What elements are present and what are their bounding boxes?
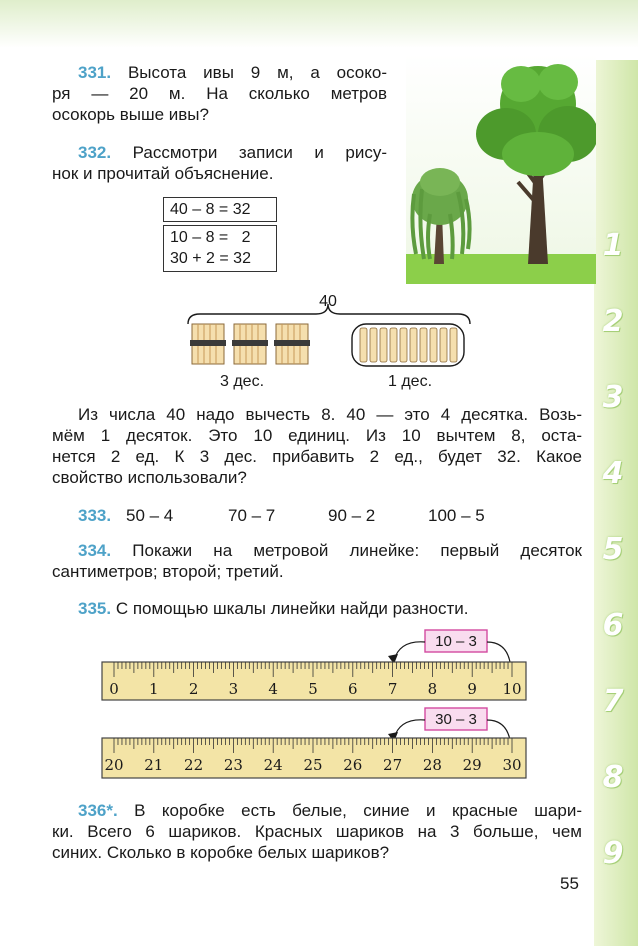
side-number-8: 8 bbox=[602, 760, 624, 795]
equation-main: 40 – 8 = 32 bbox=[170, 201, 251, 218]
stick bbox=[420, 328, 427, 362]
bundle-1 bbox=[190, 324, 226, 364]
equation-box-main bbox=[163, 197, 277, 222]
stick bbox=[390, 328, 397, 362]
equation-box-steps bbox=[163, 225, 277, 272]
ruler-1-label: 10 – 3 bbox=[435, 633, 477, 650]
equation-step-1: 10 – 8 = 2 bbox=[170, 229, 251, 246]
page-number: 55 bbox=[560, 874, 579, 893]
ruler-number: 10 bbox=[502, 680, 522, 698]
ruler-number: 2 bbox=[188, 680, 199, 698]
ruler-number: 3 bbox=[228, 680, 239, 698]
ruler-number: 4 bbox=[268, 680, 278, 698]
task-335 bbox=[52, 598, 582, 619]
side-number-1: 1 bbox=[602, 228, 624, 263]
trees-illustration bbox=[406, 54, 596, 284]
ruler-1-arc-right bbox=[487, 642, 510, 662]
tens-sticks-figure bbox=[180, 290, 480, 392]
ruler-number: 0 bbox=[109, 680, 119, 698]
ruler-1-arc-left bbox=[394, 642, 425, 660]
sticks-label: 1 дес. bbox=[387, 373, 433, 390]
ruler-number: 6 bbox=[348, 680, 358, 698]
task-331-line1 bbox=[52, 62, 387, 83]
task-331-text3: осокорь выше ивы? bbox=[52, 105, 209, 124]
task-332-text1: Рассмотри записи и рису- bbox=[132, 143, 387, 162]
task-336-number: 336*. bbox=[78, 801, 118, 820]
side-number-5: 5 bbox=[602, 532, 624, 567]
task-334 bbox=[52, 540, 582, 582]
ruler-number: 24 bbox=[263, 756, 283, 774]
bundles-label: 3 дес. bbox=[219, 373, 265, 390]
side-number-9: 9 bbox=[602, 836, 624, 871]
task-332-text2: нок и прочитай объяснение. bbox=[52, 164, 274, 183]
ruler-number: 30 bbox=[502, 756, 522, 774]
explanation-line-3: нется 2 ед. К 3 дес. прибавить 2 ед., будет 32. Какое bbox=[52, 447, 582, 466]
task-334-line1 bbox=[52, 540, 582, 561]
stick bbox=[400, 328, 407, 362]
task-336 bbox=[52, 800, 582, 863]
task-334-text2: сантиметров; второй; третий. bbox=[52, 562, 284, 581]
task-334-number: 334. bbox=[78, 541, 112, 560]
chapter-strip bbox=[594, 60, 638, 946]
side-number-7: 7 bbox=[602, 684, 624, 719]
ruler-number: 20 bbox=[104, 756, 124, 774]
page-header-band bbox=[0, 0, 638, 48]
expression-1: 50 – 4 bbox=[126, 506, 174, 525]
expression-3: 90 – 2 bbox=[328, 506, 376, 525]
ruler-number: 9 bbox=[467, 680, 477, 698]
task-332 bbox=[52, 142, 387, 184]
task-333-number: 333. bbox=[78, 506, 112, 525]
stick bbox=[410, 328, 417, 362]
explanation-line-1 bbox=[52, 404, 582, 425]
side-number-6: 6 bbox=[602, 608, 624, 643]
ruler-number: 5 bbox=[308, 680, 318, 698]
ruler-2-label: 30 – 3 bbox=[435, 711, 477, 728]
ruler-number: 21 bbox=[144, 756, 164, 774]
ruler-number: 29 bbox=[462, 756, 482, 774]
loose-sticks bbox=[360, 328, 457, 362]
task-335-number: 335. bbox=[78, 599, 112, 618]
stick bbox=[450, 328, 457, 362]
willow-tree bbox=[412, 168, 470, 264]
stick bbox=[430, 328, 437, 362]
task-331 bbox=[52, 62, 387, 125]
bundle-3 bbox=[274, 324, 310, 364]
explanation-line-4: свойство использовали? bbox=[52, 468, 247, 487]
ruler-2 bbox=[100, 704, 530, 782]
expression-4: 100 – 5 bbox=[428, 506, 485, 525]
task-332-line1 bbox=[52, 142, 387, 163]
ruler-number: 26 bbox=[343, 756, 363, 774]
ruler-number: 25 bbox=[303, 756, 323, 774]
ruler-number: 23 bbox=[223, 756, 243, 774]
side-number-3: 3 bbox=[602, 380, 624, 415]
bundle-2 bbox=[232, 324, 268, 364]
task-332-explanation bbox=[52, 404, 582, 488]
ruler-number: 28 bbox=[422, 756, 442, 774]
stick bbox=[360, 328, 367, 362]
task-332-number: 332. bbox=[78, 143, 112, 162]
explanation-line-2: мём 1 десяток. Это 10 единиц. Из 10 вычтем 8, оста- bbox=[52, 426, 582, 445]
ruler-1 bbox=[100, 626, 530, 704]
explanation-text-1: Из числа 40 надо вычесть 8. 40 — это 4 десятка. Возь- bbox=[78, 405, 582, 424]
equation-step-2: 30 + 2 = 32 bbox=[170, 250, 251, 267]
expression-2: 70 – 7 bbox=[228, 506, 276, 525]
stick bbox=[440, 328, 447, 362]
ruler-number: 7 bbox=[387, 680, 398, 698]
stick bbox=[370, 328, 377, 362]
ruler-2-arc-left bbox=[394, 720, 425, 738]
ruler-number: 27 bbox=[383, 756, 403, 774]
ruler-number: 1 bbox=[149, 680, 159, 698]
task-336-text3: синих. Сколько в коробке белых шариков? bbox=[52, 843, 390, 862]
side-number-2: 2 bbox=[602, 304, 624, 339]
task-331-text2: ря — 20 м. На сколько метров bbox=[52, 84, 387, 103]
figure-total-label: 40 bbox=[319, 293, 337, 310]
task-336-line1 bbox=[52, 800, 582, 821]
task-331-number: 331. bbox=[78, 63, 112, 82]
ruler-number: 22 bbox=[184, 756, 204, 774]
task-336-text1: В коробке есть белые, синие и красные шари- bbox=[134, 801, 582, 820]
task-336-text2: ки. Всего 6 шариков. Красных шариков на 3 больше, чем bbox=[52, 822, 582, 841]
task-334-text1: Покажи на метровой линейке: первый десяток bbox=[132, 541, 582, 560]
task-335-text: С помощью шкалы линейки найди разности. bbox=[115, 599, 469, 618]
stick bbox=[380, 328, 387, 362]
ruler-number: 8 bbox=[427, 680, 438, 698]
task-331-text1: Высота ивы 9 м, а осоко- bbox=[127, 63, 387, 82]
total-brace bbox=[188, 304, 470, 324]
side-number-4: 4 bbox=[602, 456, 624, 491]
ruler-2-arc-right bbox=[487, 720, 510, 740]
